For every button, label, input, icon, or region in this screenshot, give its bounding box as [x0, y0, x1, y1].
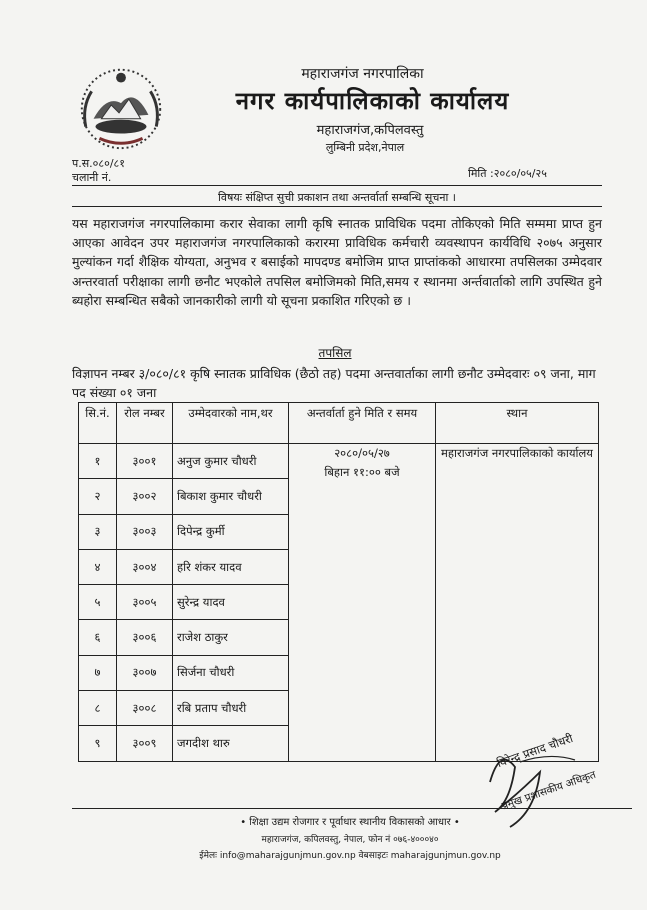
- notice-subject: विषयः संक्षिप्त सुची प्रकाशन तथा अन्तर्वार्ता सम्बन्धि सूचना ।: [218, 191, 456, 204]
- notice-date: मिति :२०८०/०५/२५: [468, 167, 547, 180]
- footer-divider: [72, 808, 632, 809]
- cell-sn: ९: [79, 726, 117, 761]
- header-divider-bottom: [72, 206, 602, 207]
- header-sn: सि.नं.: [79, 403, 117, 444]
- cell-roll: ३००८: [117, 691, 173, 726]
- header-place: स्थान: [436, 403, 599, 444]
- cell-name: अनुज कुमार चौधरी: [173, 444, 289, 479]
- header-roll: रोल नम्बर: [117, 403, 173, 444]
- advertisement-line: विज्ञापन नम्बर ३/०८०/८१ कृषि स्नातक प्राविधिक (छैठो तह) पदमा अन्तवार्ताका लागी छनौट उम्मेदवारः ०९ जना, माग पद संख्या ०१ जना: [72, 366, 596, 400]
- signatory-title: प्रमुख प्रशासकीय अधिकृत: [500, 768, 598, 813]
- interview-date: २०८०/०५/२७: [334, 446, 390, 460]
- footer-email-website: ईमेलः info@maharajgunjmun.gov.np वेबसाइटः maharajgunjmun.gov.np: [199, 851, 501, 861]
- table-row: [79, 444, 599, 479]
- reference-number: प.स.०८०/८१: [72, 157, 125, 170]
- cell-sn: ३: [79, 514, 117, 549]
- cell-name: बिकाश कुमार चौधरी: [173, 479, 289, 514]
- cell-name: सुरेन्द्र यादव: [173, 585, 289, 620]
- table-header-row: [79, 403, 599, 444]
- header-name: उम्मेदवारको नाम,थर: [173, 403, 289, 444]
- cell-roll: ३००१: [117, 444, 173, 479]
- cell-name: दिपेन्द्र कुर्मी: [173, 514, 289, 549]
- footer-contact: महाराजगंज, कपिलवस्तु, नेपाल, फोन नं ०७६-४०००४०: [261, 835, 439, 845]
- office-province: लुम्बिनी प्रदेश,नेपाल: [325, 141, 405, 154]
- cell-sn: १: [79, 444, 117, 479]
- cell-interview-datetime: [289, 444, 436, 762]
- cell-roll: ३००७: [117, 655, 173, 690]
- interview-time: बिहान ११:०० बजे: [324, 465, 400, 479]
- office-title: नगर कार्यपालिकाको कार्यालय: [235, 87, 510, 115]
- cell-name: जगदीश थारु: [173, 726, 289, 761]
- cell-interview-place: महाराजगंज नगरपालिकाको कार्यालय: [436, 444, 599, 762]
- cell-name: रबि प्रताप चौधरी: [173, 691, 289, 726]
- municipality-name: महाराजगंज नगरपालिका: [301, 66, 424, 82]
- cell-roll: ३००३: [117, 514, 173, 549]
- cell-roll: ३००६: [117, 620, 173, 655]
- cell-sn: ४: [79, 549, 117, 584]
- cell-name: सिर्जना चौधरी: [173, 655, 289, 690]
- signatory-name: विरेन्द्र प्रसाद चौधरी: [495, 731, 575, 771]
- header-datetime: अन्तर्वार्ता हुने मिति र समय: [289, 403, 436, 444]
- cell-sn: ६: [79, 620, 117, 655]
- details-heading: तपसिल: [318, 346, 352, 360]
- cell-sn: ५: [79, 585, 117, 620]
- cell-sn: ८: [79, 691, 117, 726]
- cell-sn: २: [79, 479, 117, 514]
- cell-name: राजेश ठाकुर: [173, 620, 289, 655]
- candidate-table: [78, 402, 599, 762]
- cell-roll: ३००४: [117, 549, 173, 584]
- dispatch-number: चलानी नं.: [72, 171, 112, 184]
- cell-roll: ३००५: [117, 585, 173, 620]
- cell-sn: ७: [79, 655, 117, 690]
- cell-roll: ३००९: [117, 726, 173, 761]
- header-divider-top: [72, 185, 602, 186]
- notice-body: यस महाराजगंज नगरपालिकामा करार सेवाका लागी कृषि स्नातक प्राविधिक पदमा तोकिएको मिति सम्ममा प्राप्त हुन आएका आवेदन उपर महाराजगंज नगरपालिकाको करारमा प्राविधिक कर्मचारी व्यवस्थापन कार्यविधि २०७५ अनुसार मुल्यांकन गर्दा शैक्षिक योग्यता, अनुभव र बसाईको मापदण्ड बमोजिम प्राप्त प्राप्तांकको आधारमा तपसिलका उम्मेदवार अन्तरवार्ता परीक्षाका लागी छनौट भएकोले तपसिल बमोजिमको मिति,समय र स्थानमा अर्न्तवार्ताको लागि उपस्थित हुने ब्यहोरा सम्बन्धित सबैको जानकारीको लागी यो सूचना प्रकाशित गरिएको छ ।: [72, 216, 602, 308]
- cell-name: हरि शंकर यादव: [173, 549, 289, 584]
- footer-slogan: • शिक्षा उद्यम रोजगार र पूर्वाधार स्थानीय विकासको आधार •: [240, 817, 460, 828]
- cell-roll: ३००२: [117, 479, 173, 514]
- nepal-emblem-icon: [72, 58, 170, 156]
- office-address: महाराजगंज,कपिलवस्तु: [316, 123, 424, 138]
